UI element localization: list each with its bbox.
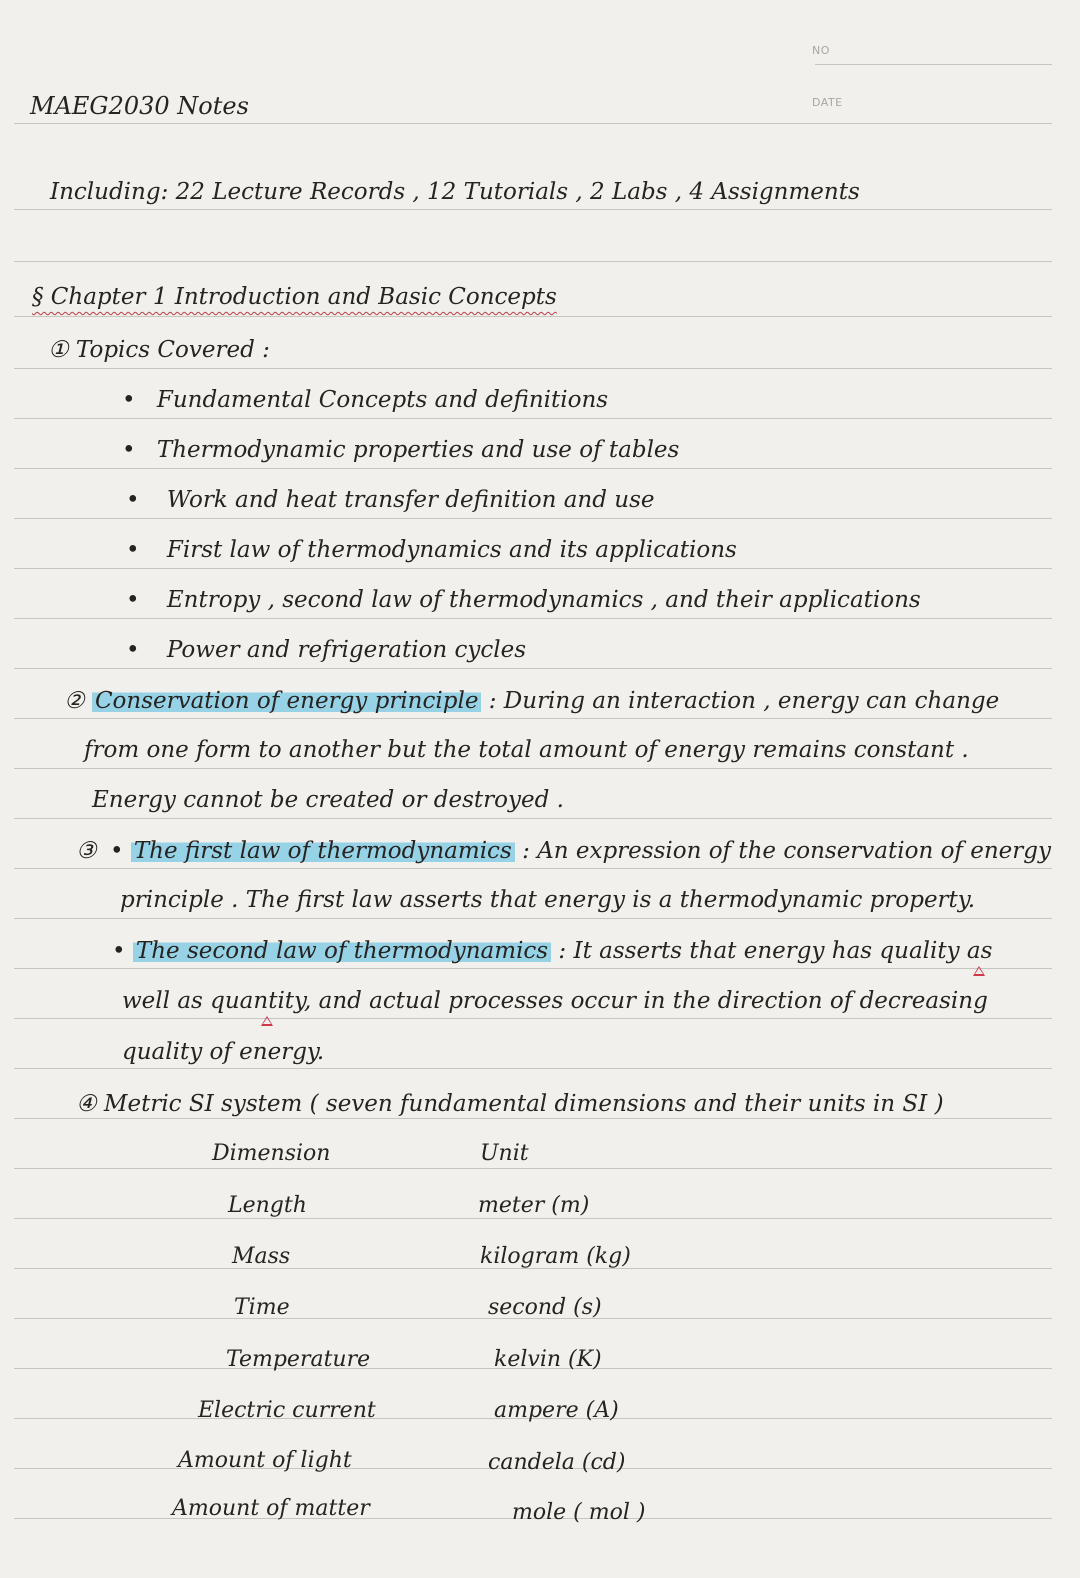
rule-line xyxy=(14,209,1052,210)
topic-text: Entropy , second law of thermodynamics , and their applications xyxy=(166,587,921,613)
second-law-line-2: well as quantity, and actual processes occur in the direction of decreasing xyxy=(122,988,988,1014)
topic-item xyxy=(126,586,921,614)
topics-heading: ① Topics Covered : xyxy=(48,337,270,363)
unit-cell: candela (cd) xyxy=(488,1450,626,1475)
rule-line xyxy=(14,368,1052,369)
rule-line xyxy=(14,718,1052,719)
conservation-line-3: Energy cannot be created or destroyed . xyxy=(92,787,564,813)
no-label: NO xyxy=(812,44,830,57)
rule-line xyxy=(14,1168,1052,1169)
conservation-line-1 xyxy=(64,687,999,715)
highlighted-term: Conservation of energy principle xyxy=(92,688,482,714)
first-law-line-2: principle . The first law asserts that energy is a thermodynamic property. xyxy=(120,887,976,913)
topic-text: Work and heat transfer definition and use xyxy=(166,487,655,513)
rule-line xyxy=(14,618,1052,619)
topic-text: Fundamental Concepts and definitions xyxy=(156,387,609,413)
first-law-line-1 xyxy=(76,837,1051,865)
unit-cell: kilogram (kg) xyxy=(480,1244,631,1269)
unit-cell: mole ( mol ) xyxy=(512,1500,646,1525)
unit-cell: meter (m) xyxy=(478,1193,590,1218)
rule-line xyxy=(14,123,1052,124)
unit-cell: second (s) xyxy=(488,1295,602,1320)
rule-line xyxy=(14,518,1052,519)
rule-line xyxy=(14,768,1052,769)
section-number: ② xyxy=(64,688,85,714)
date-label: DATE xyxy=(812,96,843,109)
rule-line xyxy=(14,1018,1052,1019)
second-law-line-1 xyxy=(112,937,992,965)
rule-line xyxy=(14,261,1052,262)
bullet-icon: • xyxy=(126,587,140,613)
chapter-heading-text: § Chapter 1 Introduction and Basic Concepts xyxy=(32,284,557,310)
rule-line xyxy=(14,918,1052,919)
topic-item xyxy=(126,536,737,564)
highlighted-term: The first law of thermodynamics xyxy=(131,838,515,864)
rule-line xyxy=(14,316,1052,317)
rule-line xyxy=(14,968,1052,969)
bullet-icon: • xyxy=(122,387,136,413)
chapter-heading xyxy=(32,283,557,311)
dimension-cell: Mass xyxy=(232,1244,291,1269)
column-header-unit: Unit xyxy=(480,1141,529,1166)
topic-item xyxy=(126,636,526,664)
rule-line xyxy=(14,1118,1052,1119)
topic-item xyxy=(126,486,655,514)
second-law-text: : It asserts that energy has quality as xyxy=(558,938,993,964)
bullet-icon: • xyxy=(112,938,126,964)
dimension-cell: Temperature xyxy=(226,1347,371,1372)
conservation-text: : During an interaction , energy can change xyxy=(488,688,1000,714)
second-law-line-3: quality of energy. xyxy=(122,1039,325,1065)
dimension-cell: Length xyxy=(228,1193,307,1218)
highlighted-term: The second law of thermodynamics xyxy=(133,938,551,964)
dimension-cell: Amount of matter xyxy=(172,1496,370,1521)
dimension-cell: Time xyxy=(234,1295,290,1320)
triangle-mark-icon xyxy=(973,966,985,976)
topic-text: Power and refrigeration cycles xyxy=(166,637,527,663)
rule-line xyxy=(14,418,1052,419)
rule-line xyxy=(14,468,1052,469)
rule-line xyxy=(14,668,1052,669)
first-law-text: : An expression of the conservation of energy xyxy=(522,838,1051,864)
rule-line xyxy=(14,1068,1052,1069)
bullet-icon: • xyxy=(109,838,124,864)
bullet-icon: • xyxy=(122,437,136,463)
no-field-line xyxy=(815,64,1052,65)
conservation-line-2: from one form to another but the total amount of energy remains constant . xyxy=(84,737,969,763)
page-title: MAEG2030 Notes xyxy=(30,92,249,120)
rule-line xyxy=(14,868,1052,869)
bullet-icon: • xyxy=(126,537,140,563)
si-heading: ④ Metric SI system ( seven fundamental dimensions and their units in SI ) xyxy=(76,1091,944,1117)
rule-line xyxy=(14,818,1052,819)
section-number: ③ xyxy=(76,838,97,864)
bullet-icon: • xyxy=(126,487,140,513)
dimension-cell: Electric current xyxy=(198,1398,376,1423)
triangle-mark-icon xyxy=(261,1016,273,1026)
rule-line xyxy=(14,568,1052,569)
unit-cell: ampere (A) xyxy=(494,1398,619,1423)
dimension-cell: Amount of light xyxy=(178,1448,352,1473)
topic-text: Thermodynamic properties and use of tables xyxy=(156,437,680,463)
unit-cell: kelvin (K) xyxy=(494,1347,602,1372)
topic-item xyxy=(122,436,679,464)
column-header-dimension: Dimension xyxy=(212,1141,331,1166)
bullet-icon: • xyxy=(126,637,140,663)
topic-item xyxy=(122,386,608,414)
including-line: Including: 22 Lecture Records , 12 Tutorials , 2 Labs , 4 Assignments xyxy=(50,179,860,205)
topic-text: First law of thermodynamics and its applications xyxy=(166,537,737,563)
